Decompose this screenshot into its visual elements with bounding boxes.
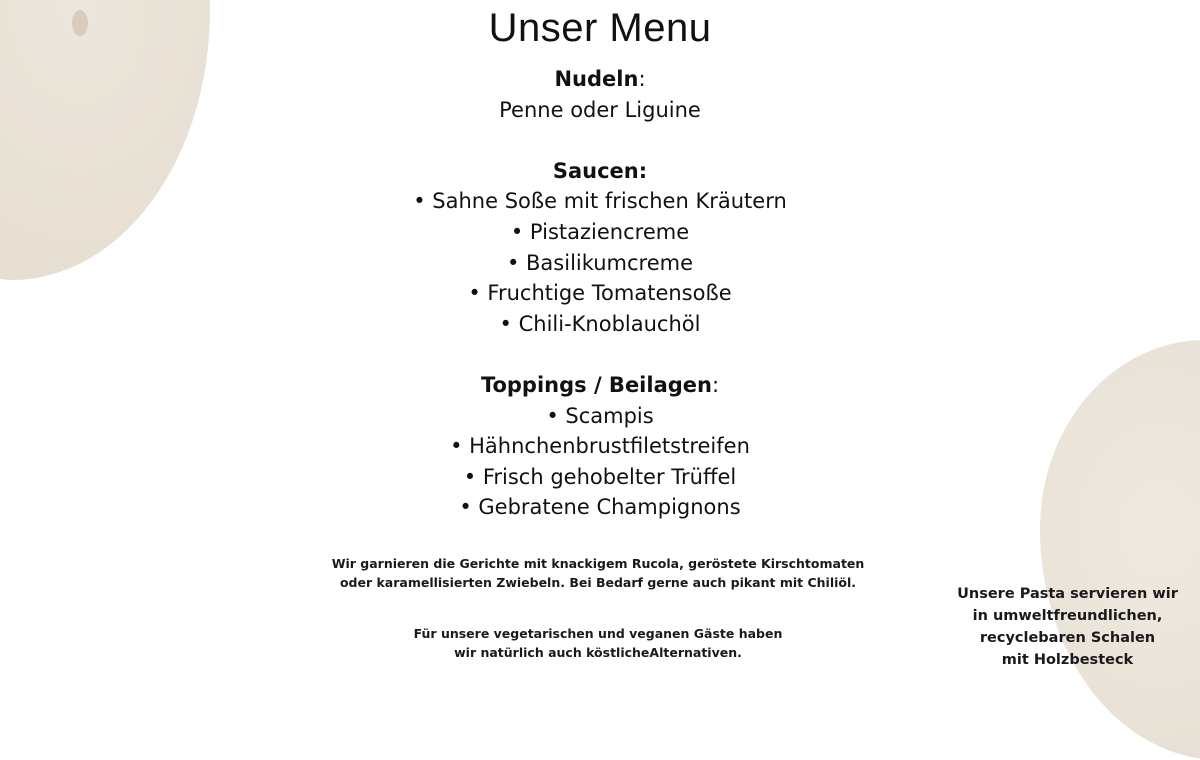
menu-item: • Hähnchenbrustfiletstreifen	[450, 434, 750, 459]
page-title: Unser Menu	[488, 6, 712, 50]
menu-item: • Fruchtige Tomatensoße	[468, 281, 732, 306]
menu-item: • Scampis	[546, 403, 654, 428]
packaging-note-line: mit Holzbesteck	[1001, 652, 1134, 668]
menu-item: • Basilikumcreme	[506, 250, 694, 275]
menu-item: • Pistaziencreme	[510, 219, 690, 244]
menu-item: • Sahne Soße mit frischen Kräutern	[413, 189, 787, 214]
packaging-note-line: recyclebaren Schalen	[979, 630, 1156, 646]
packaging-note-line: Unsere Pasta servieren wir	[957, 586, 1178, 602]
menu-item: • Gebratene Champignons	[459, 495, 741, 520]
menu-item: • Frisch gehobelter Trüffel	[463, 464, 737, 489]
section-heading-toppings: Toppings / Beilagen:	[480, 372, 720, 397]
spacer	[0, 125, 1200, 156]
section-heading-toppings-text: Toppings / Beilagen	[480, 372, 712, 397]
packaging-note-line: in umweltfreundlichen,	[972, 608, 1163, 624]
spacer	[0, 339, 1200, 370]
garnish-note-line: oder karamellisierten Zwiebeln. Bei Bedarf gerne auch pikant mit Chiliöl.	[339, 575, 857, 590]
section-heading-nudeln: Nudeln:	[554, 67, 646, 91]
vegetarian-note-line: Für unsere vegetarischen und veganen Gäste haben	[413, 626, 783, 641]
menu-list	[0, 64, 1200, 523]
menu-item: • Chili-Knoblauchöl	[499, 311, 701, 336]
packaging-note	[950, 583, 1185, 671]
garnish-note-line: Wir garnieren die Gerichte mit knackigem Rucola, geröstete Kirschtomaten	[331, 556, 865, 571]
menu-item: Penne oder Liguine	[499, 97, 701, 122]
section-heading-nudeln-text: Nudeln	[554, 67, 639, 91]
section-heading-saucen: Saucen:	[552, 158, 648, 183]
vegetarian-note-line: wir natürlich auch köstlicheAlternativen.	[454, 645, 742, 660]
